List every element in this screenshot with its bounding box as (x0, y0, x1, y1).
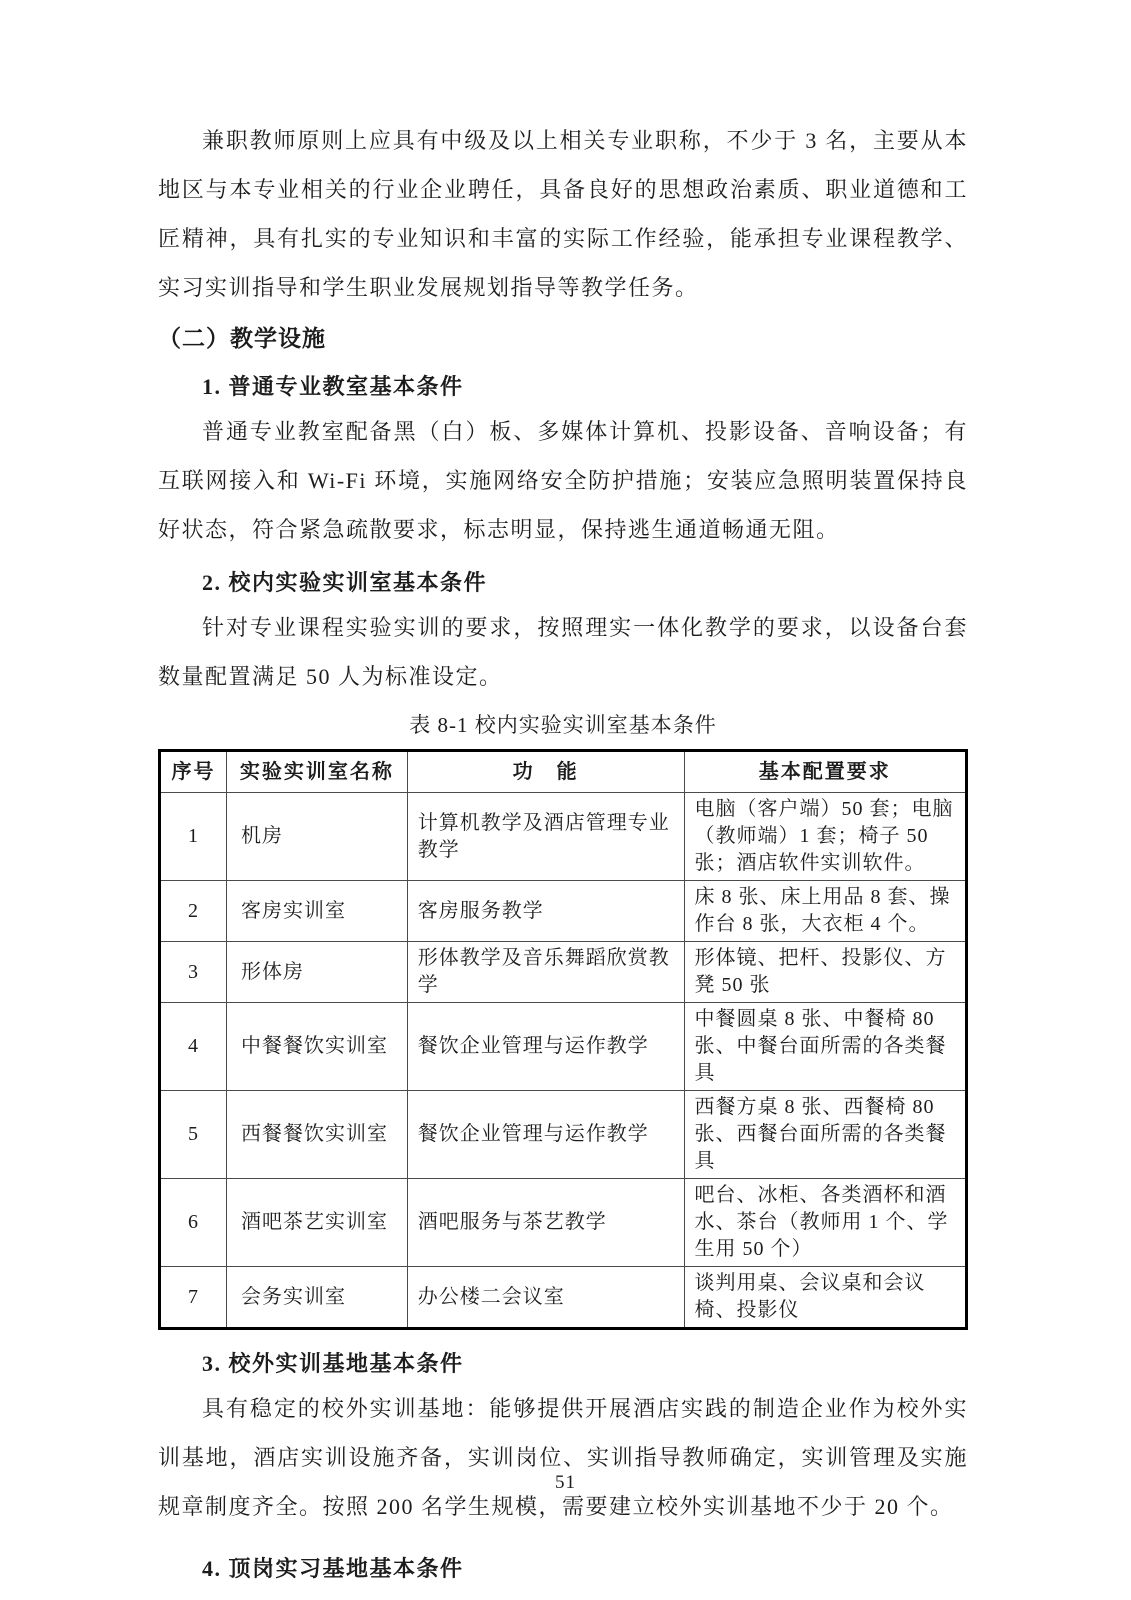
cell-requirements: 中餐圆桌 8 张、中餐椅 80 张、中餐台面所需的各类餐具 (684, 1003, 966, 1091)
cell-requirements: 形体镜、把杆、投影仪、方凳 50 张 (684, 942, 966, 1003)
cell-number: 4 (160, 1003, 227, 1091)
cell-requirements: 吧台、冰柜、各类酒杯和酒水、茶台（教师用 1 个、学生用 50 个） (684, 1179, 966, 1267)
column-header-number: 序号 (160, 751, 227, 793)
table-row (160, 793, 967, 881)
cell-room-name: 会务实训室 (226, 1267, 407, 1329)
body-paragraph-offcampus-requirements: 具有稳定的校外实训基地：能够提供开展酒店实践的制造企业作为校外实训基地，酒店实训设施齐备，实训岗位、实训指导教师确定，实训管理及实施规章制度齐全。按照 200 名学生规模，需要建立校外实训基地不少于 20 个。 (158, 1396, 968, 1519)
cell-requirements: 电脑（客户端）50 套；电脑（教师端）1 套；椅子 50 张；酒店软件实训软件。 (684, 793, 966, 881)
cell-number: 1 (160, 793, 227, 881)
cell-number: 3 (160, 942, 227, 1003)
subsection-heading-1-classrooms: 1. 普通专业教室基本条件 (202, 374, 464, 399)
cell-number: 2 (160, 881, 227, 942)
table-row (160, 1003, 967, 1091)
cell-requirements: 床 8 张、床上用品 8 套、操作台 8 张，大衣柜 4 个。 (684, 881, 966, 942)
table-row (160, 1267, 967, 1329)
table-row (160, 1091, 967, 1179)
page-number: 51 (555, 1472, 576, 1493)
cell-function: 客房服务教学 (407, 881, 684, 942)
table-header-row (160, 751, 967, 793)
subsection-heading-2-campus-labs: 2. 校内实验实训室基本条件 (202, 570, 488, 595)
cell-function: 计算机教学及酒店管理专业教学 (407, 793, 684, 881)
cell-room-name: 机房 (226, 793, 407, 881)
body-paragraph-lab-standard: 针对专业课程实验实训的要求，按照理实一体化教学的要求，以设备台套数量配置满足 50 人为标准设定。 (158, 615, 968, 689)
training-rooms-table (158, 749, 968, 1330)
cell-function: 办公楼二会议室 (407, 1267, 684, 1329)
cell-room-name: 中餐餐饮实训室 (226, 1003, 407, 1091)
cell-function: 餐饮企业管理与运作教学 (407, 1003, 684, 1091)
column-header-requirements: 基本配置要求 (684, 751, 966, 793)
cell-room-name: 客房实训室 (226, 881, 407, 942)
cell-room-name: 形体房 (226, 942, 407, 1003)
subsection-heading-4-internship-bases: 4. 顶岗实习基地基本条件 (202, 1556, 464, 1581)
cell-room-name: 西餐餐饮实训室 (226, 1091, 407, 1179)
body-paragraph-classroom-equipment: 普通专业教室配备黑（白）板、多媒体计算机、投影设备、音响设备；有互联网接入和 Wi-Fi 环境，实施网络安全防护措施；安装应急照明装置保持良好状态，符合紧急疏散要求，标志明显，保持逃生通道畅通无阻。 (158, 419, 968, 542)
cell-number: 6 (160, 1179, 227, 1267)
body-paragraph-part-time-teachers: 兼职教师原则上应具有中级及以上相关专业职称，不少于 3 名，主要从本地区与本专业相关的行业企业聘任，具备良好的思想政治素质、职业道德和工匠精神，具有扎实的专业知识和丰富的实际工作经验，能承担专业课程教学、实习实训指导和学生职业发展规划指导等教学任务。 (158, 128, 968, 300)
table-row (160, 881, 967, 942)
column-header-room-name: 实验实训室名称 (226, 751, 407, 793)
column-header-function: 功 能 (407, 751, 684, 793)
cell-requirements: 谈判用桌、会议桌和会议椅、投影仪 (684, 1267, 966, 1329)
table-caption: 表 8-1 校内实验实训室基本条件 (409, 713, 717, 737)
cell-number: 5 (160, 1091, 227, 1179)
section-heading-teaching-facilities: （二）教学设施 (158, 325, 326, 351)
cell-room-name: 酒吧茶艺实训室 (226, 1179, 407, 1267)
cell-number: 7 (160, 1267, 227, 1329)
cell-function: 酒吧服务与茶艺教学 (407, 1179, 684, 1267)
cell-function: 形体教学及音乐舞蹈欣赏教学 (407, 942, 684, 1003)
subsection-heading-3-offcampus-bases: 3. 校外实训基地基本条件 (202, 1351, 464, 1376)
table-row (160, 1179, 967, 1267)
table-row (160, 942, 967, 1003)
cell-requirements: 西餐方桌 8 张、西餐椅 80 张、西餐台面所需的各类餐具 (684, 1091, 966, 1179)
cell-function: 餐饮企业管理与运作教学 (407, 1091, 684, 1179)
